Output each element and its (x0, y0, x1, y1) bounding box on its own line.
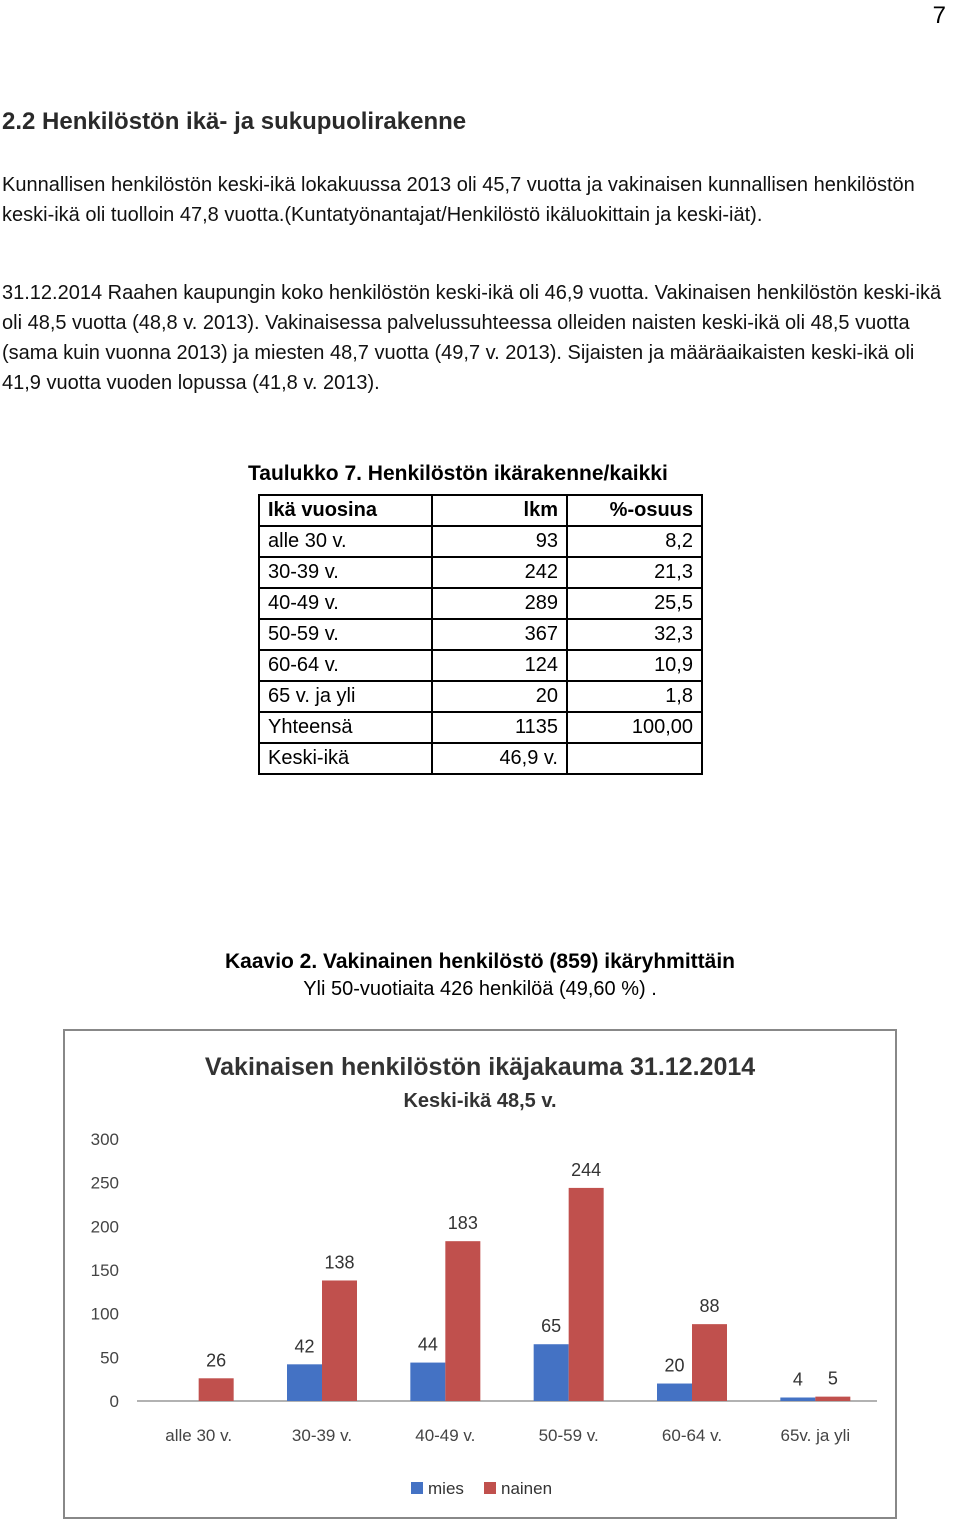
cell-age: 60-64 v. (259, 650, 432, 681)
x-tick-label: 50-59 v. (538, 1426, 599, 1445)
cell-age: Keski-ikä (259, 743, 432, 774)
data-label: 5 (827, 1368, 838, 1389)
cell-share: 1,8 (567, 681, 702, 712)
cell-age: Yhteensä (259, 712, 432, 743)
y-tick-label: 0 (109, 1392, 119, 1411)
data-label: 42 (294, 1336, 315, 1357)
cell-share: 25,5 (567, 588, 702, 619)
bar-nainen (445, 1241, 480, 1401)
table-header-row (259, 495, 702, 526)
page-number: 7 (932, 2, 946, 29)
bar-nainen (692, 1324, 727, 1401)
cell-share: 21,3 (567, 557, 702, 588)
data-label: 4 (792, 1369, 803, 1390)
data-label: 65 (541, 1316, 562, 1337)
bar-nainen (569, 1188, 604, 1401)
data-label: 26 (206, 1350, 227, 1371)
cell-age: 40-49 v. (259, 588, 432, 619)
chart-canvas (65, 1031, 895, 1517)
chart-legend (411, 1479, 552, 1498)
cell-count: 367 (432, 619, 567, 650)
x-tick-label: 40-49 v. (415, 1426, 476, 1445)
table-row (259, 557, 702, 588)
cell-count: 124 (432, 650, 567, 681)
chart-subtitle: Keski-ikä 48,5 v. (403, 1090, 557, 1112)
bar-nainen (199, 1378, 234, 1401)
cell-share: 8,2 (567, 526, 702, 557)
legend-label-nainen: nainen (501, 1479, 553, 1498)
data-label: 183 (447, 1213, 478, 1234)
table-row (259, 619, 702, 650)
data-label: 138 (324, 1252, 355, 1273)
data-label: 88 (699, 1296, 720, 1317)
paragraph-raahe-average: 31.12.2014 Raahen kaupungin koko henkilöstön keski-ikä oli 46,9 vuotta. Vakinaisen henkilöstön keski-ikä oli 48,5 vuotta (48,8 v. 2013). Vakinaisessa palvelussuhteessa olleiden naisten keski-ikä oli 48,5 vuotta (sama kuin vuonna 2013) ja miesten 48,7 vuotta (49,7 v. 2013). Sijaisten ja määräaikaisten keski-ikä oli 41,9 vuotta vuoden lopussa (41,8 v. 2013). (2, 282, 942, 394)
header-count: lkm (432, 495, 567, 526)
bar-mies (780, 1398, 815, 1401)
table-row (259, 588, 702, 619)
x-tick-label: alle 30 v. (165, 1426, 233, 1445)
cell-age: alle 30 v. (259, 526, 432, 557)
age-structure-table (258, 494, 703, 775)
cell-count: 242 (432, 557, 567, 588)
bar-nainen (815, 1397, 850, 1401)
table-caption: Taulukko 7. Henkilöstön ikärakenne/kaikki (248, 462, 668, 485)
bar-mies (534, 1344, 569, 1401)
y-tick-label: 200 (90, 1217, 119, 1237)
legend-label-mies: mies (428, 1479, 464, 1498)
data-label: 244 (571, 1159, 602, 1180)
cell-count: 46,9 v. (432, 743, 567, 774)
paragraph-national-average: Kunnallisen henkilöstön keski-ikä lokakuussa 2013 oli 45,7 vuotta ja vakinaisen kunnallisen henkilöstön keski-ikä oli tuolloin 47,8 vuotta.(Kuntatyönantajat/Henkilöstö ikäluokittain ja keski-iät). (2, 174, 915, 226)
x-tick-label: 60-64 v. (661, 1426, 723, 1445)
bar-mies (657, 1384, 692, 1401)
x-tick-label: 65v. ja yli (780, 1426, 851, 1445)
table-row-total (259, 712, 702, 743)
table-row (259, 681, 702, 712)
legend-swatch-mies (411, 1482, 423, 1494)
table-row (259, 526, 702, 557)
cell-count: 289 (432, 588, 567, 619)
cell-count: 1135 (432, 712, 567, 743)
bar-mies (410, 1363, 445, 1401)
section-heading: 2.2 Henkilöstön ikä- ja sukupuolirakenne (2, 108, 467, 135)
cell-count: 20 (432, 681, 567, 712)
data-label: 20 (664, 1355, 685, 1376)
bar-nainen (322, 1280, 357, 1401)
y-tick-label: 250 (90, 1173, 119, 1193)
cell-age: 65 v. ja yli (259, 681, 432, 712)
chart-title: Vakinaisen henkilöstön ikäjakauma 31.12.2014 (204, 1053, 756, 1081)
cell-count: 93 (432, 526, 567, 557)
y-tick-label: 300 (90, 1130, 119, 1149)
y-tick-label: 100 (90, 1304, 119, 1324)
header-age: Ikä vuosina (259, 495, 432, 526)
bar-mies (287, 1364, 322, 1401)
cell-age: 30-39 v. (259, 557, 432, 588)
y-tick-label: 50 (100, 1348, 119, 1368)
header-share: %-osuus (567, 495, 702, 526)
cell-share: 10,9 (567, 650, 702, 681)
chart-caption: Kaavio 2. Vakinainen henkilöstö (859) ikäryhmittäin (224, 950, 735, 973)
table-row-average-age (259, 743, 702, 774)
cell-share: 32,3 (567, 619, 702, 650)
y-tick-label: 150 (90, 1261, 119, 1280)
legend-swatch-nainen (484, 1482, 496, 1494)
data-label: 44 (417, 1334, 438, 1355)
age-distribution-chart (63, 1029, 897, 1519)
chart-bars (199, 1160, 851, 1401)
cell-share: 100,00 (567, 712, 702, 743)
cell-age: 50-59 v. (259, 619, 432, 650)
table-row (259, 650, 702, 681)
x-tick-label: 30-39 v. (291, 1426, 353, 1445)
chart-subcaption: Yli 50-vuotiaita 426 henkilöä (49,60 %) . (303, 978, 657, 1000)
cell-share (567, 743, 702, 774)
